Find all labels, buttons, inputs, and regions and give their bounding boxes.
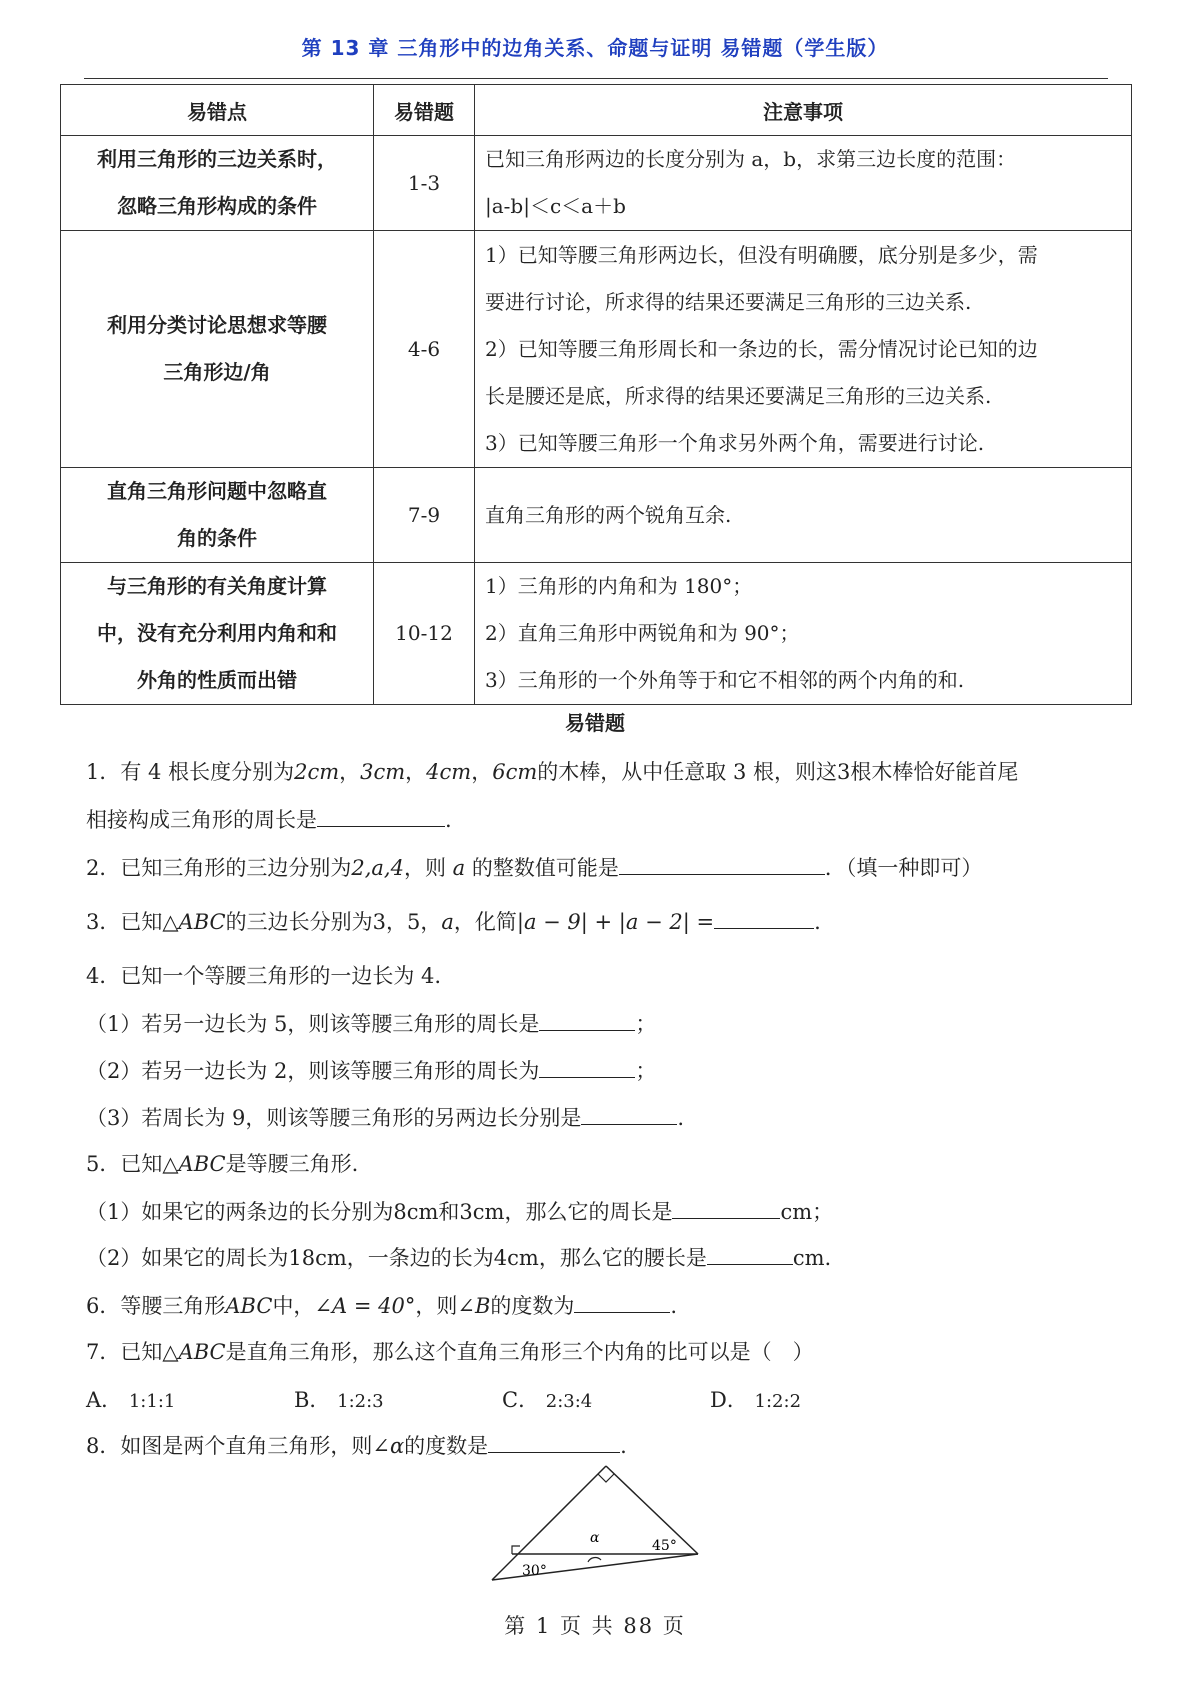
answer-blank[interactable] — [574, 1294, 670, 1313]
q5-text: ，那么它的周长是 — [504, 1200, 673, 1224]
question-4: 4．已知一个等腰三角形的一边长为 4. — [86, 964, 442, 988]
q1-len: 6cm — [492, 760, 538, 784]
q6-angle: ∠B — [457, 1294, 491, 1318]
table-row — [61, 563, 1132, 705]
option-label: D． — [710, 1388, 748, 1412]
answer-blank[interactable] — [714, 910, 814, 929]
q2-end: ．（填一种即可） — [824, 856, 983, 880]
note-line: 3）已知等腰三角形一个角求另外两个角，需要进行讨论. — [485, 430, 985, 455]
q5-text: ，那么它的腰长是 — [538, 1246, 707, 1270]
notes — [475, 231, 1132, 468]
q5-text: 是等腰三角形. — [225, 1152, 359, 1176]
q3-text: 3．已知 — [86, 910, 163, 934]
q5-len: 3cm — [459, 1200, 505, 1224]
question-1-cont — [86, 804, 452, 834]
q2-var: a — [452, 856, 466, 880]
q8-end: . — [620, 1434, 627, 1458]
note-line: 1）已知等腰三角形两边长，但没有明确腰，底分别是多少，需 — [485, 242, 1038, 267]
point-line: 角的条件 — [177, 526, 257, 550]
q8-angle: ∠α — [372, 1434, 405, 1458]
point-line: 与三角形的有关角度计算 — [107, 574, 327, 598]
q1-sep: ， — [471, 760, 493, 784]
notes — [475, 136, 1132, 231]
q5-len: 4cm — [493, 1246, 539, 1270]
right-angle-mark — [598, 1474, 614, 1482]
q4-text: （1）若另一边长为 5，则该等腰三角形的周长是 — [86, 1012, 540, 1036]
q3-end: . — [814, 910, 821, 934]
option-value: 2:3:4 — [545, 1391, 593, 1412]
title-divider — [84, 78, 1108, 79]
q6-text: ，则 — [415, 1294, 458, 1318]
q4-text: （2）若另一边长为 2，则该等腰三角形的周长为 — [86, 1059, 540, 1083]
option-label: B． — [294, 1388, 331, 1412]
question-6 — [86, 1290, 677, 1320]
q6-tri: ABC — [225, 1294, 273, 1318]
answer-blank[interactable] — [488, 1434, 620, 1453]
q1-len: 2cm — [294, 760, 340, 784]
header-notes: 注意事项 — [475, 85, 1132, 136]
q2-text: ，则 — [403, 856, 446, 880]
table-row — [61, 468, 1132, 563]
q5-tri: △ABC — [162, 1152, 226, 1176]
q4-text: （3）若周长为 9，则该等腰三角形的另两边长分别是 — [86, 1106, 582, 1130]
question-range: 7-9 — [374, 468, 475, 563]
q3-text: ，化简 — [453, 910, 517, 934]
q5-text: （1）如果它的两条边的长分别为 — [86, 1200, 394, 1224]
q3-tri: △ABC — [162, 910, 226, 934]
q1-len: 4cm — [426, 760, 472, 784]
q7-tri: △ABC — [162, 1340, 226, 1364]
question-range: 10-12 — [374, 563, 475, 705]
page-footer: 第 1 页 共 88 页 — [504, 1614, 686, 1638]
error-point — [61, 231, 374, 468]
q6-angle: ∠A = 40° — [314, 1294, 416, 1318]
point-line: 忽略三角形构成的条件 — [117, 194, 317, 218]
note-line: 要进行讨论，所求得的结果还要满足三角形的三边关系. — [485, 289, 972, 314]
point-line: 直角三角形问题中忽略直 — [107, 479, 327, 503]
q3-side: 3 — [372, 910, 386, 934]
q5-text: 和 — [438, 1200, 460, 1224]
q1-text: 的木棒，从中任意取 3 根，则这 — [537, 760, 837, 784]
section-title: 易错题 — [565, 711, 625, 735]
note-line: 直角三角形的两个锐角互余. — [485, 502, 732, 527]
question-2 — [86, 852, 982, 882]
q5-len: 18cm — [288, 1246, 347, 1270]
option-c[interactable] — [502, 1384, 592, 1414]
q2-text: 的整数值可能是 — [471, 856, 619, 880]
answer-blank[interactable] — [619, 856, 825, 875]
note-line: 2）直角三角形中两锐角和为 90°； — [485, 621, 800, 645]
answer-blank[interactable] — [672, 1200, 780, 1219]
q6-text: 6．等腰三角形 — [86, 1294, 226, 1318]
angle-30-label: 30° — [522, 1563, 547, 1579]
q1-text: 根木棒恰好能首尾 — [850, 760, 1019, 784]
note-line: 已知三角形两边的长度分别为 a，b，求第三边长度的范围： — [485, 147, 1017, 171]
q4-end: ； — [635, 1059, 657, 1083]
q5-end: . — [824, 1246, 832, 1270]
option-value: 1:2:2 — [754, 1391, 802, 1412]
answer-blank[interactable] — [539, 1012, 635, 1031]
q5-text: ，一条边的长为 — [346, 1246, 494, 1270]
note-line: 长是腰还是底，所求得的结果还要满足三角形的三边关系. — [485, 383, 992, 408]
q8-text: 8．如图是两个直角三角形，则 — [86, 1434, 373, 1458]
question-8 — [86, 1430, 627, 1460]
q8-text: 的度数是 — [404, 1434, 489, 1458]
question-5-part-1 — [86, 1196, 833, 1226]
note-line: |a-b|＜c＜a＋b — [485, 194, 626, 218]
point-line: 利用分类讨论思想求等腰 — [107, 313, 327, 337]
option-value: 1:1:1 — [128, 1391, 176, 1412]
point-line: 外角的性质而出错 — [137, 668, 297, 692]
q4-end: . — [677, 1106, 685, 1130]
table-row — [61, 231, 1132, 468]
q1-text: 相接构成三角形的周长是 — [86, 808, 317, 832]
q4-end: ； — [635, 1012, 657, 1036]
angle-arc — [588, 1558, 601, 1562]
q6-text: 的度数为 — [490, 1294, 575, 1318]
q2-sides: 2,a,4 — [351, 856, 404, 880]
notes — [475, 468, 1132, 563]
two-right-triangles-figure — [488, 1462, 708, 1587]
answer-blank[interactable] — [539, 1059, 635, 1078]
angle-45-label: 45° — [652, 1538, 677, 1554]
error-table — [60, 84, 1132, 705]
q3-side: a — [441, 910, 454, 934]
question-range: 4-6 — [374, 231, 475, 468]
question-7 — [86, 1336, 814, 1366]
note-line: 3）三角形的一个外角等于和它不相邻的两个内角的和. — [485, 668, 965, 692]
question-4-part-3 — [86, 1102, 684, 1132]
q7-text: 7．已知 — [86, 1340, 163, 1364]
q3-text: 的三边长分别为 — [225, 910, 373, 934]
q3-side: 5 — [406, 910, 421, 934]
q1-sep: ， — [339, 760, 361, 784]
error-point — [61, 468, 374, 563]
question-3 — [86, 906, 821, 936]
question-1 — [86, 756, 1018, 786]
error-point — [61, 563, 374, 705]
answer-blank[interactable] — [581, 1106, 677, 1125]
answer-blank[interactable] — [707, 1246, 793, 1265]
q1-text: 1．有 4 根长度分别为 — [86, 760, 295, 784]
option-label: C． — [502, 1388, 540, 1412]
answer-blank[interactable] — [317, 808, 445, 827]
question-range: 1-3 — [374, 136, 475, 231]
q1-end: . — [445, 808, 452, 832]
notes — [475, 563, 1132, 705]
q5-len: 8cm — [393, 1200, 439, 1224]
triangle-edge — [492, 1466, 606, 1580]
q5-text: 5．已知 — [86, 1152, 163, 1176]
option-label: A． — [86, 1388, 123, 1412]
header-error-point: 易错点 — [61, 85, 374, 136]
q5-end: ； — [812, 1200, 834, 1224]
note-line: 2）已知等腰三角形周长和一条边的长，需分情况讨论已知的边 — [485, 336, 1038, 361]
page-title: 第 13 章 三角形中的边角关系、命题与证明 易错题（学生版） — [301, 36, 889, 60]
q1-len: 3cm — [360, 760, 406, 784]
q6-end: . — [670, 1294, 678, 1318]
question-4-part-2 — [86, 1055, 656, 1085]
header-questions: 易错题 — [374, 85, 475, 136]
q2-text: 2．已知三角形的三边分别为 — [86, 856, 352, 880]
option-a[interactable] — [86, 1384, 175, 1414]
point-line: 三角形边/角 — [163, 360, 271, 384]
question-4-part-1 — [86, 1008, 656, 1038]
q3-sep: ， — [385, 910, 407, 934]
q3-sep: ， — [420, 910, 442, 934]
q5-text: （2）如果它的周长为 — [86, 1246, 289, 1270]
option-value: 1:2:3 — [337, 1391, 384, 1412]
error-point — [61, 136, 374, 231]
option-b[interactable] — [294, 1384, 384, 1414]
note-line: 1）三角形的内角和为 180°； — [485, 574, 753, 598]
q5-unit: cm — [792, 1246, 825, 1270]
option-d[interactable] — [710, 1384, 801, 1414]
q5-unit: cm — [780, 1200, 813, 1224]
point-line: 中，没有充分利用内角和和 — [97, 621, 337, 645]
alpha-label: α — [590, 1530, 600, 1546]
q7-text: 是直角三角形，那么这个直角三角形三个内角的比可以是（ ） — [225, 1340, 814, 1364]
q6-text: 中， — [272, 1294, 315, 1318]
q1-sep: ， — [405, 760, 427, 784]
question-5 — [86, 1148, 358, 1178]
table-row — [61, 136, 1132, 231]
q1-count: 3 — [836, 760, 851, 784]
q3-expr: |a − 9| + |a − 2| = — [516, 910, 715, 934]
point-line: 利用三角形的三边关系时， — [97, 147, 337, 171]
table-header-row — [61, 85, 1132, 136]
question-5-part-2 — [86, 1242, 831, 1272]
